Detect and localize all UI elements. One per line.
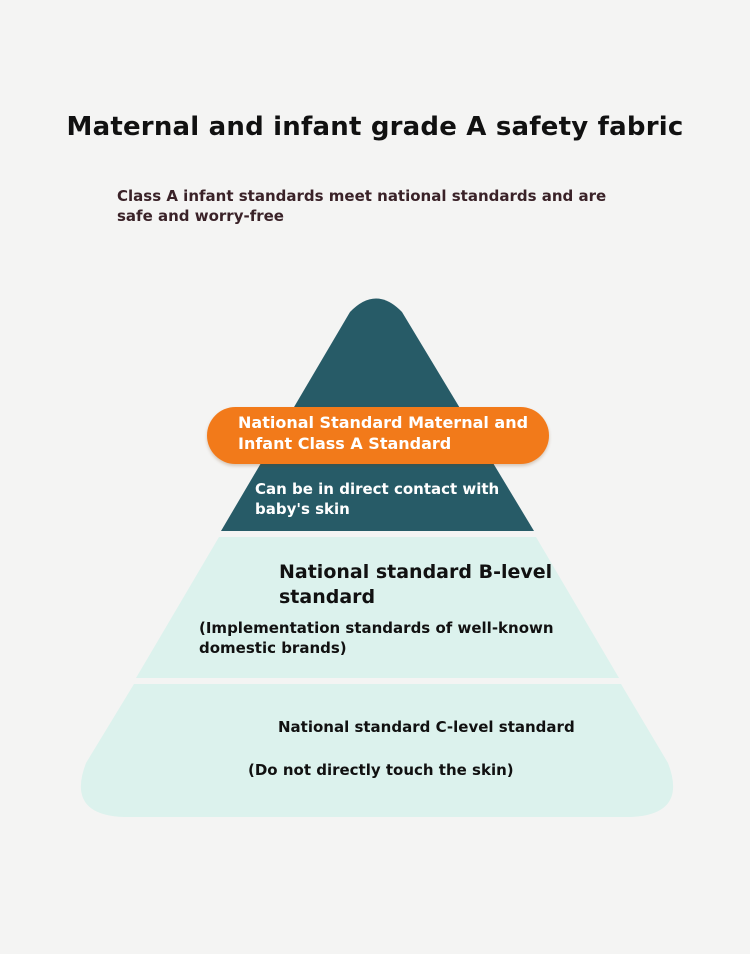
page-title: Maternal and infant grade A safety fabric — [66, 112, 684, 142]
class-a-badge-label: National Standard Maternal and Infant Class A Standard — [238, 413, 529, 453]
tier-b-note: (Implementation standards of well-known domestic brands) — [199, 619, 554, 657]
tier-b-title: National standard B-level standard — [279, 561, 553, 608]
tier-c-note: (Do not directly touch the skin) — [248, 761, 514, 779]
pyramid-tier-c — [81, 684, 673, 817]
tier-a-note: Can be in direct contact with baby's skin — [255, 480, 500, 518]
page-subtitle: Class A infant standards meet national standards and are safe and worry-free — [117, 187, 607, 225]
tier-c-title: National standard C-level standard — [278, 718, 575, 736]
